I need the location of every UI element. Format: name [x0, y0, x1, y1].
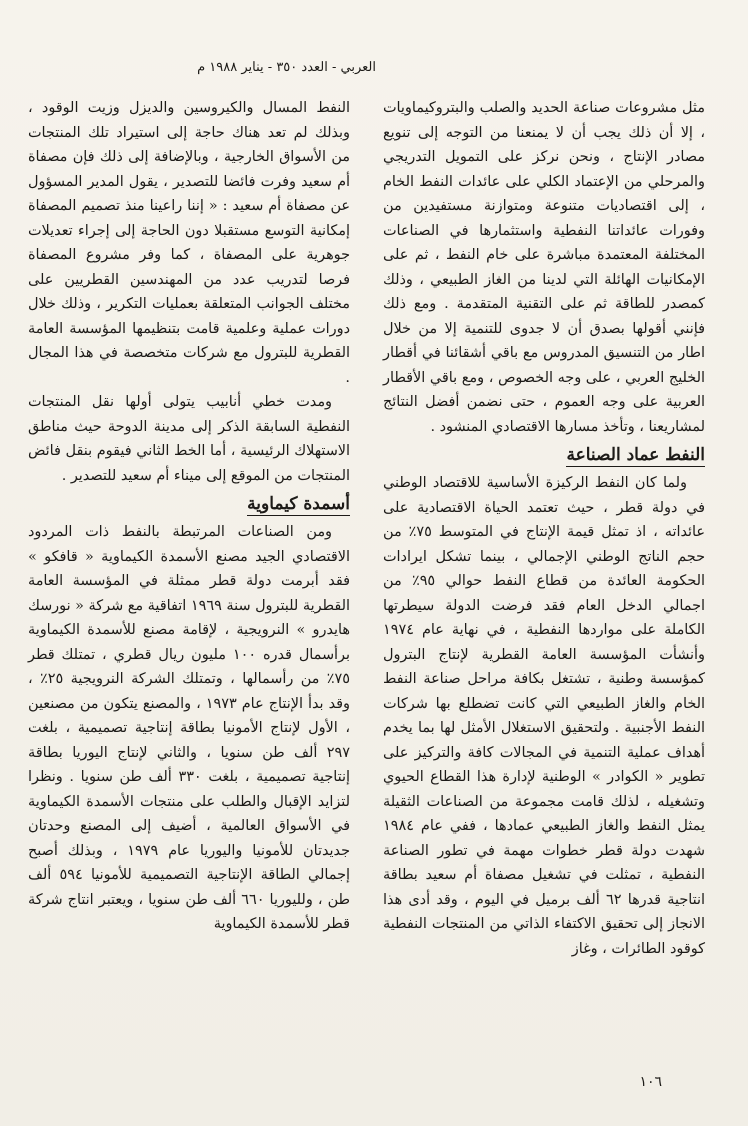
section-heading-oil: [383, 441, 705, 469]
section-heading-text: أسمدة كيماوية: [247, 494, 350, 514]
running-header: العربي - العدد ٣٥٠ - يناير ١٩٨٨ م: [197, 60, 376, 75]
article-column-left: [28, 96, 350, 937]
body-paragraph: ومدت خطي أنابيب يتولى أولها نقل المنتجات النفطية السابقة الذكر إلى مدينة الدوحة حيث مناطق الاستهلاك الرئيسية ، أما الخط الثاني فيقوم بنقل فائض المنتجات من الموقع إلى ميناء أم سعيد للتصدير .: [28, 394, 350, 484]
section-heading-fertilizers: [28, 490, 350, 518]
body-paragraph: ولما كان النفط الركيزة الأساسية للاقتصاد الوطني في دولة قطر ، حيث تعتمد الحياة الاقتصادية على عائداته ، اذ تمثل قيمة الإنتاج في المتوسط ٧٥٪ من حجم الناتج الوطني الإجمالي ، بينما تشكل ايرادات الحكومة العائدة من قطاع النفط حوالي ٩٥٪ من اجمالي الدخل العام فقد فرضت الدولة سيطرتها الكاملة على مواردها النفطية ، في نهاية عام ١٩٧٤ وأنشأت المؤسسة العامة القطرية لإنتاج البترول كمؤسسة وطنية ، تشتغل بكافة مراحل صناعة النفط الخام والغاز الطبيعي التي كانت تضطلع بها شركات النفط الأجنبية . ولتحقيق الاستغلال الأمثل لها بما يخدم أهداف عملية التنمية في المجالات كافة والتركيز على تطوير « الكوادر » الوطنية لإدارة هذا القطاع الحيوي وتشغيله ، لذلك قامت مجموعة من الصناعات الثقيلة يمثل النفط والغاز الطبيعي عمادها ، ففي عام ١٩٨٤ شهدت دولة قطر خطوات مهمة في تطور الصناعة النفطية ، تمثلت في تشغيل مصفاة أم سعيد بطاقة انتاجية قدرها ٦٢ ألف برميل في اليوم ، وقد أدى هذا الانجاز إلى تحقيق الاكتفاء الذاتي من المنتجات النفطية كوقود الطائرات ، وغاز: [383, 475, 706, 957]
article-column-right: [383, 96, 705, 961]
page-number: ١٠٦: [639, 1074, 662, 1090]
body-paragraph: ومن الصناعات المرتبطة بالنفط ذات المردود الاقتصادي الجيد مصنع الأسمدة الكيماوية « قافكو » فقد أبرمت دولة قطر ممثلة في المؤسسة العامة القطرية للبترول سنة ١٩٦٩ اتفاقية مع شركة « نورسك هايدرو » النرويجية ، لإقامة مصنع للأسمدة الكيماوية برأسمال قدره ١٠٠ مليون ريال قطري ، تمتلك قطر ٧٥٪ من رأسمالها ، وتمتلك الشركة النرويجية ٢٥٪ ، وقد بدأ الإنتاج عام ١٩٧٣ ، والمصنع يتكون من مصنعين ، الأول لإنتاج الأمونيا بطاقة إنتاجية تصميمية ، بلغت ٢٩٧ ألف طن سنويا ، والثاني لإنتاج اليوريا بطاقة إنتاجية تصميمية ، بلغت ٣٣٠ ألف طن سنويا . ونظرا لتزايد الإقبال والطلب على منتجات الأسمدة الكيماوية في الأسواق العالمية ، أضيف إلى المصنع وحدتان جديدتان للأمونيا واليوريا عام ١٩٧٩ ، وبذلك أصبح إجمالي الطاقة الإنتاجية التصميمية للأمونيا ٥٩٤ ألف طن ، ولليوريا ٦٦٠ ألف طن سنويا ، ويعتبر انتاج شركة قطر للأسمدة الكيماوية: [28, 524, 351, 932]
section-heading-text: النفط عماد الصناعة: [566, 445, 705, 465]
body-paragraph: النفط المسال والكيروسين والديزل وزيت الوقود ، وبذلك لم تعد هناك حاجة إلى استيراد تلك المنتجات من الأسواق الخارجية ، وبالإضافة إلى ذلك فإن مصفاة أم سعيد وفرت فائضا للتصدير ، يقول المدير المسؤول عن مصفاة أم سعيد : « إننا راعينا منذ تصميم المصفاة إمكانية التوسع مستقبلا دون الحاجة إلى إجراء تعديلات جوهرية على المصفاة ، كما وفر مشروع المصفاة فرصا لتدريب عدد من المهندسين القطريين على مختلف الجوانب المتعلقة بعمليات التكرير ، وذلك خلال دورات عملية وعلمية قامت بتنظيمها المؤسسة العامة القطرية للبترول مع شركات متخصصة في هذا المجال .: [28, 100, 350, 386]
body-paragraph: مثل مشروعات صناعة الحديد والصلب والبتروكيماويات ، إلا أن ذلك يجب أن لا يمنعنا من التوجه إلى تنويع مصادر الإنتاج ، ونحن نركز على التمويل التدريجي والمرحلي من الإعتماد الكلي على عائدات النفط الخام ، إلى اقتصاديات متنوعة ومتوازنة مستفيدين من وفورات عائداتنا النفطية واستثمارها في الصناعات المختلفة المعتمدة مباشرة على خام النفط ، ثم على الإمكانيات الهائلة التي لدينا من الغاز الطبيعي ، وذلك كمصدر للطاقة ثم على التقنية المتقدمة . ومع ذلك فإنني أقولها بصدق أن لا جدوى للتنمية إلا من خلال اطار من التنسيق المدروس مع باقي أشقائنا في أقطار الخليج العربي ، على وجه الخصوص ، ومع باقي الأقطار العربية على وجه العموم ، حتى نضمن أفضل النتائج لمشاريعنا ، وتأخذ مسارها الاقتصادي المنشود .: [383, 100, 705, 435]
